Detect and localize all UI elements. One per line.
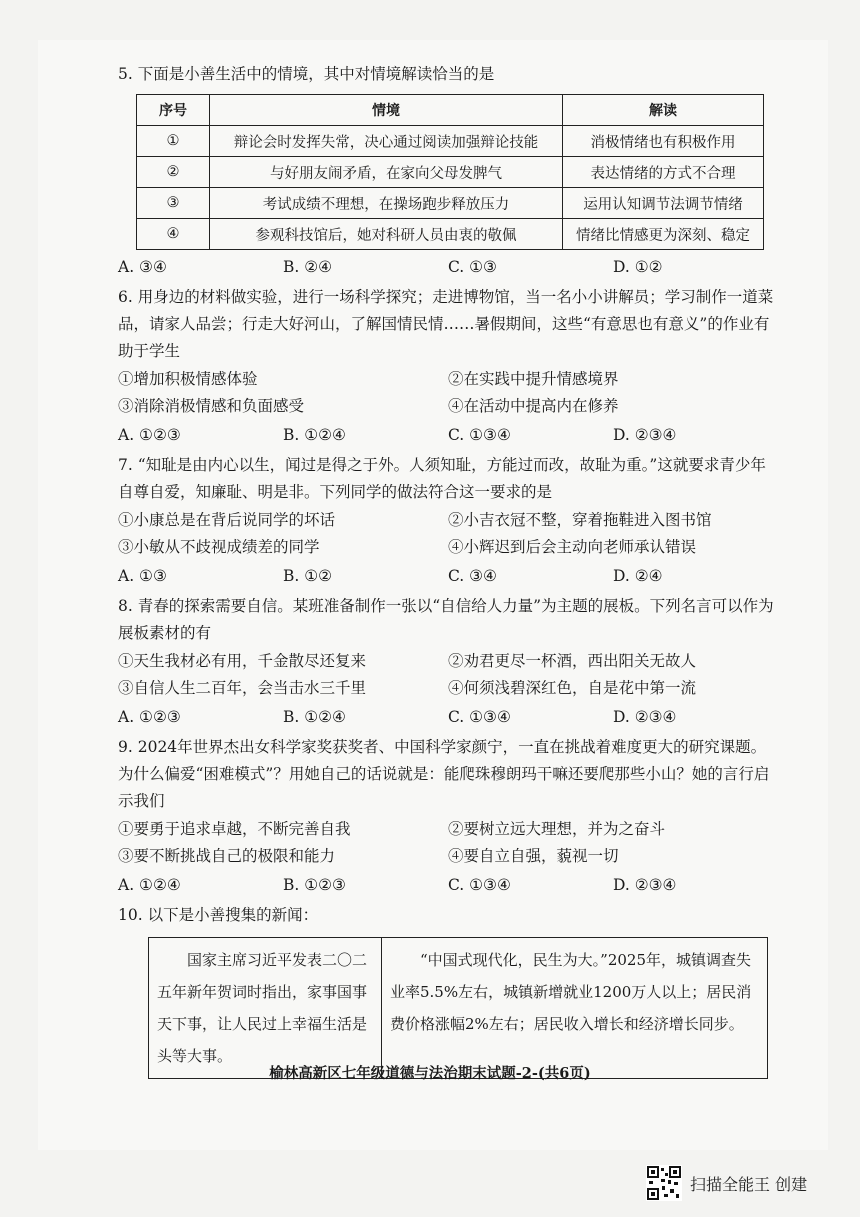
question-9-stem: 9. 2024年世界杰出女科学家奖获奖者、中国科学家颜宁，一直在挑战着难度更大的研究课题。为什么偏爱“困难模式”？用她自己的话说就是：能爬珠穆朗玛干嘛还要爬那些小山？她的言行启示我们 bbox=[118, 738, 770, 810]
question-6-statements bbox=[118, 366, 778, 420]
question-6-options bbox=[118, 422, 778, 448]
option-c: C. ①③④ bbox=[448, 708, 511, 726]
watermark-text: 扫描全能王 创建 bbox=[690, 1174, 808, 1194]
header-situation: 情境 bbox=[210, 95, 563, 126]
exam-content bbox=[118, 60, 778, 1079]
scanner-watermark bbox=[646, 1165, 807, 1201]
option-a: A. ①②④ bbox=[118, 876, 181, 894]
header-interpretation: 解读 bbox=[563, 95, 764, 126]
statement: ④小辉迟到后会主动向老师承认错误 bbox=[448, 538, 697, 556]
statement: ③要不断挑战自己的极限和能力 bbox=[118, 847, 336, 865]
statement: ④何须浅碧深红色，自是花中第一流 bbox=[448, 679, 697, 697]
statement: ④在活动中提高内在修养 bbox=[448, 397, 619, 415]
option-b: B. ①② bbox=[283, 567, 333, 585]
statement: ①天生我材必有用，千金散尽还复来 bbox=[118, 652, 367, 670]
question-8-stem: 8. 青春的探索需要自信。某班准备制作一张以“自信给人力量”为主题的展板。下列名言可以作为展板素材的有 bbox=[118, 597, 774, 642]
option-c: C. ③④ bbox=[448, 567, 497, 585]
question-8-statements bbox=[118, 648, 778, 702]
news-table bbox=[148, 937, 768, 1079]
table-row: ④ 参观科技馆后，她对科研人员由衷的敬佩 情绪比情感更为深刻、稳定 bbox=[137, 219, 764, 250]
question-6-stem: 6. 用身边的材料做实验，进行一场科学探究；走进博物馆，当一名小小讲解员；学习制作一道菜品，请家人品尝；行走大好河山，了解国情民情……暑假期间，这些“有意思也有意义”的作业有助于学生 bbox=[118, 288, 774, 360]
option-b: B. ①②④ bbox=[283, 426, 346, 444]
option-d: D. ②④ bbox=[613, 567, 663, 585]
statement: ④要自立自强，藐视一切 bbox=[448, 847, 619, 865]
page-footer: 榆林高新区七年级道德与法治期末试题-2-(共6页) bbox=[269, 1065, 591, 1082]
statement: ①要勇于追求卓越，不断完善自我 bbox=[118, 820, 351, 838]
question-5-options bbox=[118, 254, 778, 280]
option-a: A. ①③ bbox=[118, 567, 167, 585]
news-left: 国家主席习近平发表二〇二五年新年贺词时指出，家事国事天下事，让人民过上幸福生活是头等大事。 bbox=[149, 938, 382, 1079]
statement: ③小敏从不歧视成绩差的同学 bbox=[118, 538, 320, 556]
option-b: B. ①②③ bbox=[283, 876, 346, 894]
option-d: D. ②③④ bbox=[613, 876, 677, 894]
statement: ①增加积极情感体验 bbox=[118, 370, 258, 388]
question-8-options bbox=[118, 704, 778, 730]
statement: ②劝君更尽一杯酒，西出阳关无故人 bbox=[448, 652, 697, 670]
option-b: B. ①②④ bbox=[283, 708, 346, 726]
option-b: B. ②④ bbox=[283, 258, 333, 276]
table-row: ① 辩论会时发挥失常，决心通过阅读加强辩论技能 消极情绪也有积极作用 bbox=[137, 126, 764, 157]
qr-code-icon bbox=[646, 1165, 682, 1201]
table-header-row bbox=[137, 95, 764, 126]
table-row: ③ 考试成绩不理想，在操场跑步释放压力 运用认知调节法调节情绪 bbox=[137, 188, 764, 219]
statement: ①小康总是在背后说同学的坏话 bbox=[118, 511, 336, 529]
option-a: A. ①②③ bbox=[118, 426, 181, 444]
option-c: C. ①③④ bbox=[448, 426, 511, 444]
option-c: C. ①③④ bbox=[448, 876, 511, 894]
statement: ③自信人生二百年，会当击水三千里 bbox=[118, 679, 367, 697]
question-5-stem: 5. 下面是小善生活中的情境，其中对情境解读恰当的是 bbox=[118, 65, 495, 83]
statement: ②在实践中提升情感境界 bbox=[448, 370, 619, 388]
table-row bbox=[149, 938, 768, 1079]
question-7-options bbox=[118, 563, 778, 589]
question-7-stem: 7. “知耻是由内心以生，闻过是得之于外。人须知耻，方能过而改，故耻为重。”这就要求青少年自尊自爱，知廉耻、明是非。下列同学的做法符合这一要求的是 bbox=[118, 456, 766, 501]
question-9-statements bbox=[118, 816, 778, 870]
option-d: D. ②③④ bbox=[613, 426, 677, 444]
option-a: A. ③④ bbox=[118, 258, 167, 276]
question-9-options bbox=[118, 872, 778, 898]
option-a: A. ①②③ bbox=[118, 708, 181, 726]
question-10-stem: 10. 以下是小善搜集的新闻： bbox=[118, 906, 319, 924]
option-d: D. ②③④ bbox=[613, 708, 677, 726]
option-d: D. ①② bbox=[613, 258, 663, 276]
statement: ②要树立远大理想，并为之奋斗 bbox=[448, 820, 666, 838]
statement: ②小吉衣冠不整，穿着拖鞋进入图书馆 bbox=[448, 511, 712, 529]
question-7-statements bbox=[118, 507, 778, 561]
statement: ③消除消极情感和负面感受 bbox=[118, 397, 305, 415]
option-c: C. ①③ bbox=[448, 258, 497, 276]
scenario-table bbox=[136, 94, 764, 250]
header-index: 序号 bbox=[137, 95, 210, 126]
news-right: “中国式现代化，民生为大。”2025年，城镇调查失业率5.5%左右，城镇新增就业1200万人以上；居民消费价格涨幅2%左右；居民收入增长和经济增长同步。 bbox=[382, 938, 768, 1079]
table-row: ② 与好朋友闹矛盾，在家向父母发脾气 表达情绪的方式不合理 bbox=[137, 157, 764, 188]
